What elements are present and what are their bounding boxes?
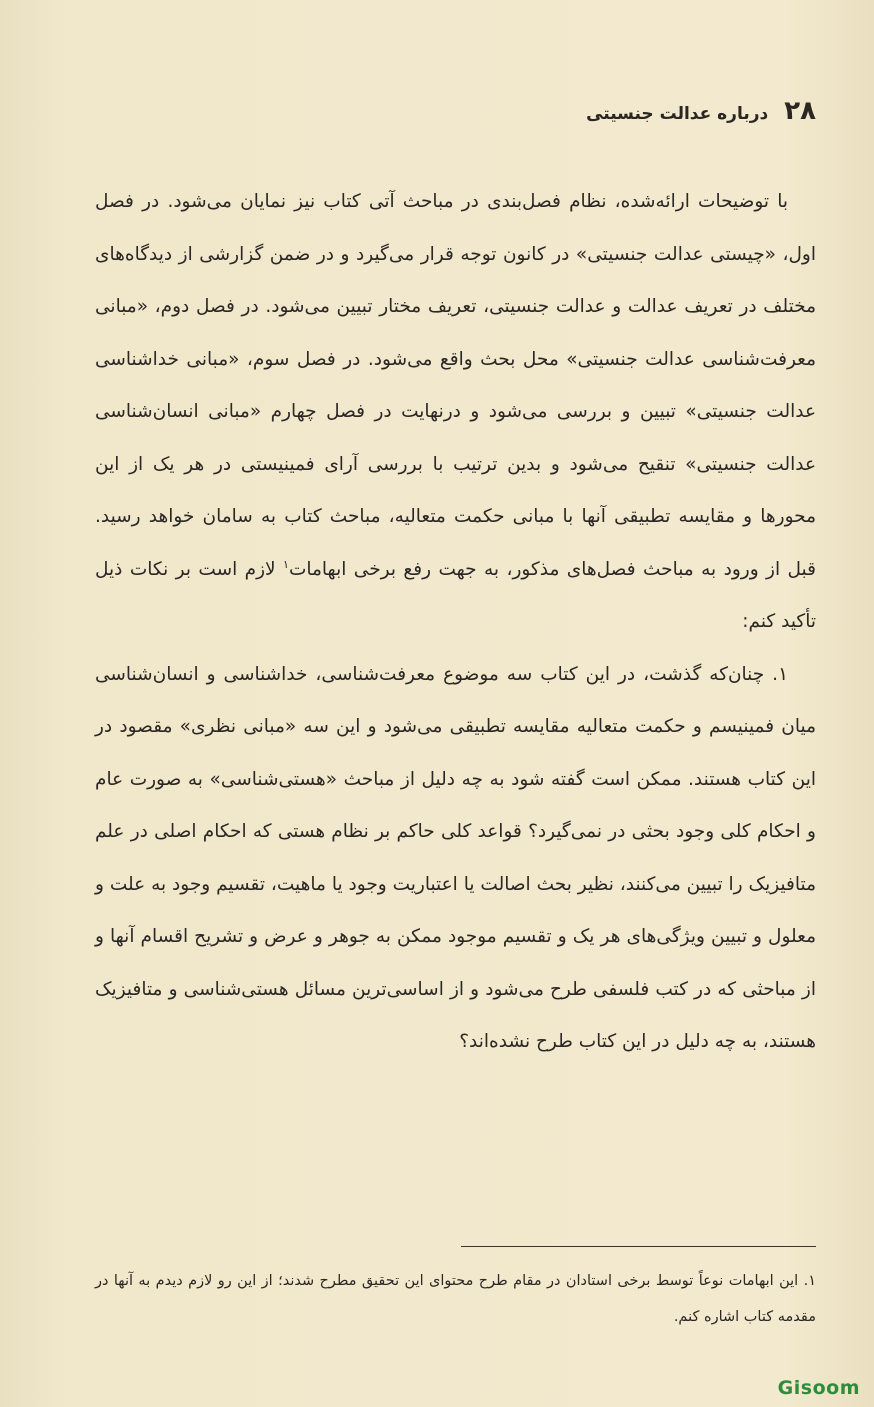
paragraph-1	[95, 176, 816, 649]
footnote	[95, 1263, 816, 1335]
body-text	[95, 176, 816, 1069]
footnote-separator	[461, 1246, 816, 1247]
paragraph-1-text: با توضیحات ارائه‌شده، نظام فصل‌بندی در مباحث آتی کتاب نیز نمایان می‌شود. در فصل اول، «چیستی عدالت جنسیتی» در کانون توجه قرار می‌گیرد و در ضمن گزارشی از دیدگاه‌های مختلف در تعریف عدالت و عدالت جنسیتی، تعریف مختار تبیین می‌شود. در فصل دوم، «مبانی معرفت‌شناسی عدالت جنسیتی» محل بحث واقع می‌شود. در فصل سوم، «مبانی خداشناسی عدالت جنسیتی» تبیین و بررسی می‌شود و درنهایت در فصل چهارم «مبانی انسان‌شناسی عدالت جنسیتی» تنقیح می‌شود و بدین ترتیب با بررسی آرای فمینیستی در هر یک از این محورها و مقایسه تطبیقی آنها با مبانی حکمت متعالیه، مباحث کتاب به سامان خواهد رسید. قبل از ورود به مباحث فصل‌های مذکور، به جهت رفع برخی ابهامات	[95, 191, 816, 580]
running-title: درباره عدالت جنسیتی	[586, 104, 769, 124]
page-number: ۲۸	[784, 96, 816, 126]
paragraph-2: ۱. چنان‌که گذشت، در این کتاب سه موضوع معرفت‌شناسی، خداشناسی و انسان‌شناسی میان فمینیسم و حکمت متعالیه مقایسه تطبیقی می‌شود و این سه «مبانی نظری» مقصود در این کتاب هستند. ممکن است گفته شود به چه دلیل از مباحث «هستی‌شناسی» به صورت عام و احکام کلی وجود بحثی در نمی‌گیرد؟ قواعد کلی حاکم بر نظام هستی که احکام اصلی در علم متافیزیک را تبیین می‌کنند، نظیر بحث اصالت یا اعتباریت وجود یا ماهیت، تقسیم وجود به علت و معلول و تبیین ویژگی‌های هر یک و تقسیم موجود ممکن به جوهر و عرض و تشریح اقسام آنها و از مباحثی که در کتب فلسفی طرح می‌شود و از اساسی‌ترین مسائل هستی‌شناسی و متافیزیک هستند، به چه دلیل در این کتاب طرح نشده‌اند؟	[95, 663, 816, 1052]
footnote-text: ۱. این ابهامات نوعاً توسط برخی استادان در مقام طرح محتوای این تحقیق مطرح شدند؛ از این رو لازم دیدم به آنها در مقدمه کتاب اشاره کنم.	[95, 1273, 816, 1325]
watermark-logo: Gisoom	[777, 1377, 860, 1399]
page-header	[60, 96, 816, 126]
footnote-reference: ۱	[283, 557, 289, 571]
paragraph-1-end: لازم است بر نکات ذیل تأکید کنم:	[95, 558, 816, 632]
